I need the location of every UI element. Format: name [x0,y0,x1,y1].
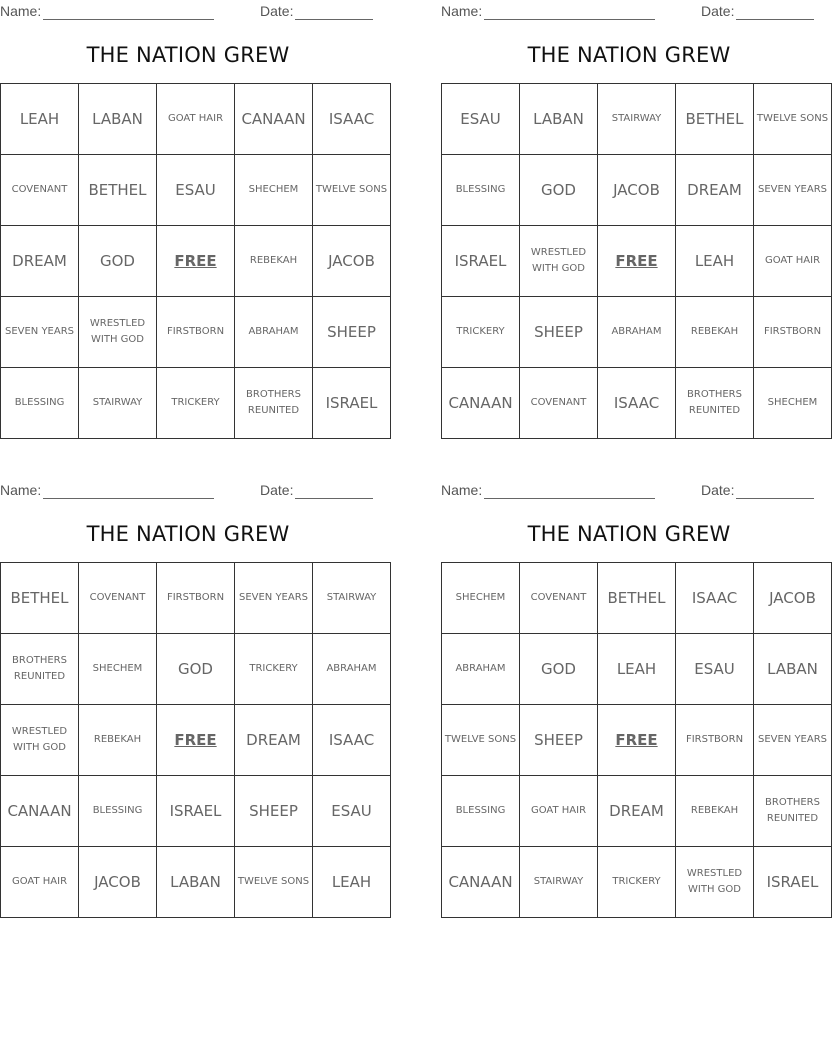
bingo-cell: LABAN [754,634,832,705]
date-label: Date: [260,482,294,498]
bingo-cell: SHEEP [520,297,598,368]
bingo-cell: TRICKERY [235,634,313,705]
name-field [0,481,214,499]
bingo-cell: BLESSING [442,155,520,226]
grid-row [442,297,832,368]
bingo-cell: STAIRWAY [79,368,157,439]
name-label: Name: [0,482,42,498]
bingo-cell: BLESSING [79,776,157,847]
bingo-cell: STAIRWAY [313,563,391,634]
bingo-cell: DREAM [676,155,754,226]
bingo-cell: CANAAN [235,84,313,155]
bingo-cell: WRESTLED WITH GOD [520,226,598,297]
bingo-grid [441,83,832,439]
bingo-cell: LABAN [520,84,598,155]
bingo-cell: GOD [520,634,598,705]
date-blank-line [295,5,373,20]
bingo-cell: LEAH [598,634,676,705]
bingo-cell: BROTHERS REUNITED [754,776,832,847]
bingo-cell: JACOB [79,847,157,918]
bingo-cell: SHECHEM [235,155,313,226]
bingo-cell: COVENANT [520,563,598,634]
bingo-card-2 [441,0,829,440]
grid-row [442,155,832,226]
bingo-cell: TRICKERY [598,847,676,918]
grid-row [442,226,832,297]
date-field [701,2,814,20]
bingo-cell: ISAAC [676,563,754,634]
bingo-cell: ESAU [676,634,754,705]
grid-row [1,155,391,226]
bingo-cell: JACOB [313,226,391,297]
bingo-cell: ABRAHAM [442,634,520,705]
bingo-cell: SEVEN YEARS [1,297,79,368]
bingo-cell: ISRAEL [313,368,391,439]
grid-row [1,705,391,776]
bingo-cell: SEVEN YEARS [754,155,832,226]
bingo-cell: COVENANT [520,368,598,439]
name-blank-line [43,5,214,20]
bingo-cell: ABRAHAM [598,297,676,368]
bingo-cell: ESAU [313,776,391,847]
bingo-cell: SHEEP [520,705,598,776]
bingo-cell: BLESSING [1,368,79,439]
bingo-cell: WRESTLED WITH GOD [676,847,754,918]
date-blank-line [736,5,814,20]
grid-row [442,84,832,155]
bingo-cell: ISRAEL [442,226,520,297]
bingo-cell: REBEKAH [235,226,313,297]
bingo-cell: SHECHEM [79,634,157,705]
bingo-card-4 [441,479,828,919]
bingo-cell: BETHEL [676,84,754,155]
bingo-card-3 [0,479,376,919]
name-field [441,2,655,20]
card-title: THE NATION GREW [86,522,290,546]
grid-row [1,368,391,439]
grid-row [442,634,832,705]
card-title: THE NATION GREW [527,522,731,546]
card-title: THE NATION GREW [86,43,290,67]
grid-row [1,634,391,705]
bingo-card-1 [0,0,388,440]
bingo-cell: FIRSTBORN [157,297,235,368]
free-space-cell: FREE [598,705,676,776]
bingo-cell: ESAU [442,84,520,155]
bingo-cell: SHECHEM [442,563,520,634]
bingo-cell: STAIRWAY [520,847,598,918]
bingo-cell: BETHEL [1,563,79,634]
bingo-cell: SHEEP [235,776,313,847]
bingo-cell: GOAT HAIR [1,847,79,918]
date-label: Date: [260,3,294,19]
bingo-cell: SHEEP [313,297,391,368]
name-label: Name: [441,482,483,498]
bingo-cell: DREAM [1,226,79,297]
bingo-cell: ABRAHAM [235,297,313,368]
bingo-cell: BROTHERS REUNITED [676,368,754,439]
bingo-cell: COVENANT [79,563,157,634]
bingo-cell: CANAAN [442,368,520,439]
bingo-cell: LEAH [313,847,391,918]
bingo-cell: GOAT HAIR [157,84,235,155]
bingo-cell: LABAN [157,847,235,918]
bingo-cell: TWELVE SONS [442,705,520,776]
bingo-grid [0,562,391,918]
bingo-cell: SEVEN YEARS [754,705,832,776]
bingo-cell: GOD [520,155,598,226]
bingo-cell: FIRSTBORN [676,705,754,776]
bingo-cell: REBEKAH [676,776,754,847]
name-blank-line [484,484,655,499]
grid-row [442,776,832,847]
free-space-cell: FREE [157,705,235,776]
bingo-cell: TWELVE SONS [235,847,313,918]
date-field [260,481,373,499]
bingo-cell: GOAT HAIR [520,776,598,847]
bingo-cell: REBEKAH [79,705,157,776]
grid-row [1,847,391,918]
bingo-cell: TWELVE SONS [754,84,832,155]
grid-row [1,226,391,297]
grid-row [442,368,832,439]
bingo-cell: TRICKERY [157,368,235,439]
bingo-cell: LEAH [676,226,754,297]
date-blank-line [295,484,373,499]
bingo-cell: ESAU [157,155,235,226]
bingo-cell: TRICKERY [442,297,520,368]
bingo-cell: GOD [157,634,235,705]
grid-row [442,847,832,918]
bingo-cell: ISAAC [313,705,391,776]
bingo-cell: GOD [79,226,157,297]
date-field [260,2,373,20]
bingo-cell: FIRSTBORN [754,297,832,368]
name-field [0,2,214,20]
free-space-cell: FREE [157,226,235,297]
name-field [441,481,655,499]
bingo-cell: GOAT HAIR [754,226,832,297]
bingo-cell: LEAH [1,84,79,155]
bingo-cell: TWELVE SONS [313,155,391,226]
bingo-cell: ISRAEL [157,776,235,847]
name-blank-line [43,484,214,499]
bingo-cell: DREAM [235,705,313,776]
bingo-cell: WRESTLED WITH GOD [1,705,79,776]
bingo-cell: FIRSTBORN [157,563,235,634]
date-label: Date: [701,482,735,498]
name-label: Name: [0,3,42,19]
bingo-cell: DREAM [598,776,676,847]
bingo-cell: STAIRWAY [598,84,676,155]
bingo-cell: ABRAHAM [313,634,391,705]
grid-row [1,297,391,368]
bingo-grid [0,83,391,439]
bingo-cell: BROTHERS REUNITED [235,368,313,439]
bingo-cell: BETHEL [79,155,157,226]
date-field [701,481,814,499]
bingo-cell: WRESTLED WITH GOD [79,297,157,368]
grid-row [442,563,832,634]
bingo-cell: ISRAEL [754,847,832,918]
bingo-cell: ISAAC [313,84,391,155]
name-blank-line [484,5,655,20]
bingo-cell: BROTHERS REUNITED [1,634,79,705]
bingo-cell: CANAAN [442,847,520,918]
grid-row [1,563,391,634]
grid-row [1,84,391,155]
free-space-cell: FREE [598,226,676,297]
date-blank-line [736,484,814,499]
bingo-cell: SEVEN YEARS [235,563,313,634]
bingo-cell: CANAAN [1,776,79,847]
bingo-cell: JACOB [754,563,832,634]
bingo-cell: BLESSING [442,776,520,847]
date-label: Date: [701,3,735,19]
bingo-cell: SHECHEM [754,368,832,439]
bingo-cell: COVENANT [1,155,79,226]
bingo-cell: LABAN [79,84,157,155]
bingo-cell: BETHEL [598,563,676,634]
card-title: THE NATION GREW [527,43,731,67]
bingo-cell: ISAAC [598,368,676,439]
grid-row [442,705,832,776]
bingo-cell: REBEKAH [676,297,754,368]
grid-row [1,776,391,847]
bingo-grid [441,562,832,918]
bingo-cell: JACOB [598,155,676,226]
name-label: Name: [441,3,483,19]
